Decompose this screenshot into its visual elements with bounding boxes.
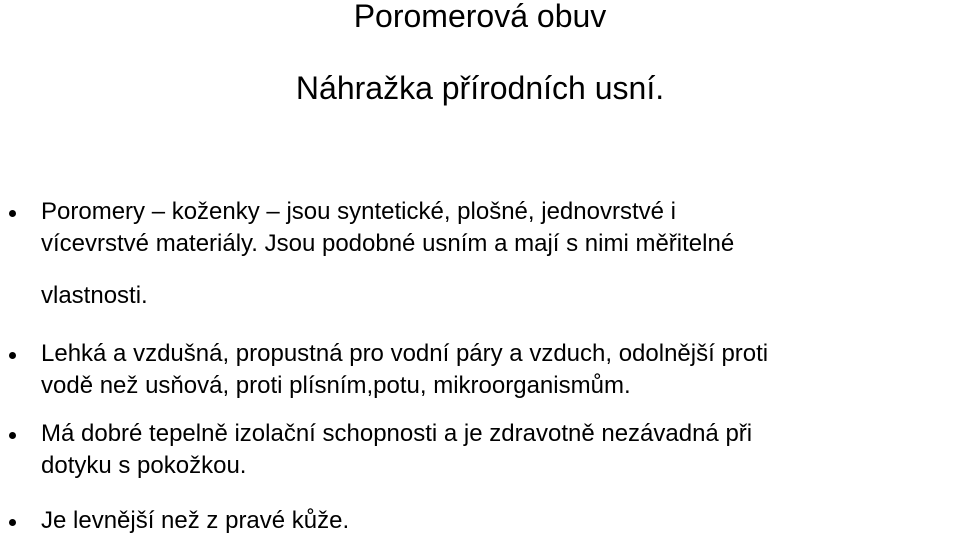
bullet-dot-icon [9, 210, 16, 217]
bullet-line: Je levnější než z pravé kůže. [41, 507, 350, 534]
bullet-line: Má dobré tepelně izolační schopnosti a je zdravotně nezávadná při [41, 420, 753, 447]
bullet-line: Lehká a vzdušná, propustná pro vodní páry a vzduch, odolnější proti [41, 340, 769, 367]
bullet-text [41, 338, 768, 402]
bullet-line: vícevrstvé materiály. Jsou podobné usním a mají s nimi měřitelné [41, 230, 735, 257]
slide-title: Poromerová obuv [353, 0, 607, 34]
bullet-dot-icon [9, 519, 16, 526]
bullet-dot-icon [9, 432, 16, 439]
bullet-text [41, 505, 349, 537]
bullet-line: dotyku s pokožkou. [41, 452, 247, 479]
bullet-line: vodě než usňová, proti plísním,potu, mikroorganismům. [41, 372, 631, 399]
bullet-line: vlastnosti. [41, 282, 148, 309]
bullet-dot-icon [9, 352, 16, 359]
bullet-text [41, 418, 752, 482]
bullet-line: Poromery – koženky – jsou syntetické, plošné, jednovrstvé i [41, 198, 676, 225]
bullet-text [41, 196, 734, 312]
slide-subtitle: Náhražka přírodních usní. [295, 70, 665, 106]
